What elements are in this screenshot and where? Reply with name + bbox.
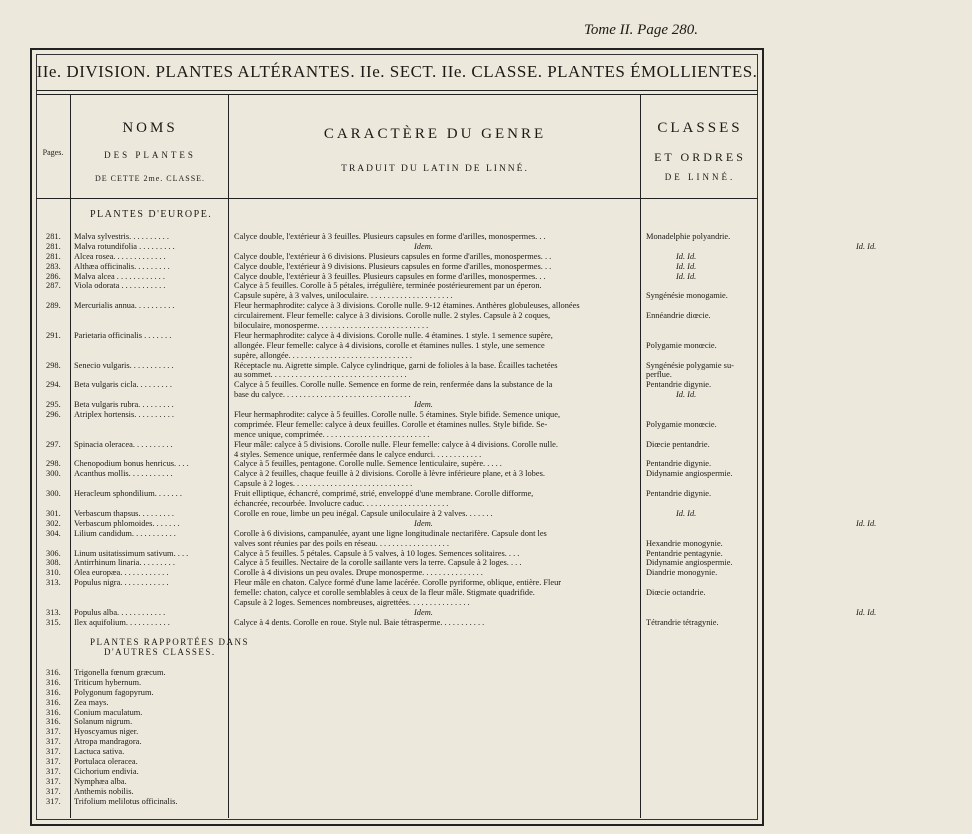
- linnean-class: perflue.: [646, 370, 672, 380]
- page-number: 298.: [46, 459, 61, 469]
- linnean-class: Id. Id.: [856, 518, 877, 528]
- page-number: 317.: [46, 747, 61, 757]
- table-row: [46, 588, 972, 598]
- linnean-class: [646, 479, 762, 489]
- genus-character: 4 styles. Semence unique, renfermée dans le calyce endurci. . . . . . . . . . . .: [234, 449, 482, 459]
- table-row: [46, 410, 972, 420]
- plant-name: Althæa officinalis. . . . . . . . .: [74, 261, 170, 271]
- table-row: [46, 311, 972, 321]
- header-classes: CLASSES: [657, 120, 743, 136]
- page-number: [46, 430, 74, 440]
- plant-name: [74, 479, 234, 489]
- section-plantes-europe: PLANTES D'EUROPE.: [90, 209, 213, 220]
- plant-name: Polygonum fagopyrum.: [74, 687, 154, 697]
- linnean-class: Pentandrie digynie.: [646, 489, 712, 499]
- plant-name: Beta vulgaris cicla. . . . . . . . .: [74, 380, 172, 390]
- plant-name: Beta vulgaris rubra. . . . . . . . .: [74, 400, 174, 410]
- other-plants-list: [46, 668, 234, 806]
- page-number: 316.: [46, 668, 61, 677]
- plant-name: Zea mays.: [74, 697, 109, 707]
- page-number: [46, 588, 74, 598]
- linnean-class: Diandrie monogynie.: [646, 568, 718, 578]
- table-row: [46, 252, 972, 262]
- linnean-class: Polygamie monœcie.: [646, 419, 717, 429]
- plant-name: Viola odorata . . . . . . . . . . .: [74, 281, 166, 291]
- linnean-class: [646, 598, 762, 608]
- header-caractere-line2: TRADUIT DU LATIN DE LINNÉ.: [341, 164, 529, 174]
- table-row: [46, 708, 234, 718]
- page-number: 298.: [46, 360, 61, 370]
- genus-character: Calyce double, l'extérieur à 9 divisions. Plusieurs capsules en forme d'arilles, monospermes. . .: [234, 261, 552, 271]
- linnean-class: Hexandrie monogynie.: [646, 538, 723, 548]
- page-number: [46, 351, 74, 361]
- genus-character: Capsule supère, à 3 valves, uniloculaire. . . . . . . . . . . . . . . . . . . . .: [234, 291, 453, 301]
- section-autres-classes-line1: PLANTES RAPPORTÉES DANS: [90, 637, 249, 647]
- genus-character: Fleur hermaphrodite: calyce à 3 divisions. Corolle nulle. 9-12 étamines. Anthères globuleuses, allonées: [234, 301, 580, 311]
- page-number: 281.: [46, 251, 61, 261]
- page-number: 317.: [46, 737, 61, 747]
- page-number: 289.: [46, 301, 61, 311]
- table-row: [46, 777, 234, 787]
- plant-name: Lilium candidum. . . . . . . . . . .: [74, 528, 176, 538]
- genus-character: Calyce à 5 feuilles. Corolle nulle. Semence en forme de rein, renfermée dans la substance de la: [234, 380, 553, 390]
- plant-name: Trigonella fœnum græcum.: [74, 668, 166, 677]
- linnean-class: Id. Id.: [676, 261, 697, 271]
- linnean-class: [646, 410, 762, 420]
- table-row: [46, 549, 972, 559]
- genus-character: Idem.: [414, 518, 433, 528]
- table-row: [46, 291, 972, 301]
- genus-character: Calyce double, l'extérieur à 6 divisions. Plusieurs capsules en forme d'arilles, monospermes. . .: [234, 251, 552, 261]
- table-row: [46, 499, 972, 509]
- plant-name: Linum usitatissimum sativum. . . .: [74, 548, 189, 558]
- genus-character: échancrée, recourbée. Involucre caduc. . . . . . . . . . . . . . . . . . . . .: [234, 499, 449, 509]
- linnean-class: [646, 499, 762, 509]
- plant-name: Olea europæa. . . . . . . . . . . .: [74, 568, 169, 578]
- header-classes-line3: DE LINNÉ.: [664, 172, 736, 182]
- page-reference: Tome II. Page 280.: [583, 22, 698, 38]
- linnean-class: Didynamie angiospermie.: [646, 469, 733, 479]
- table-row: [46, 370, 972, 380]
- plant-name: Alcea rosea. . . . . . . . . . . . .: [74, 251, 166, 261]
- page-number: 316.: [46, 677, 61, 687]
- linnean-class: [646, 351, 762, 361]
- table-row: [46, 797, 234, 807]
- page-number: 316.: [46, 717, 61, 727]
- table-row: [46, 390, 972, 400]
- page-number: [46, 311, 74, 321]
- genus-character: valves sont réunies par des poils en réseau. . . . . . . . . . . . . . . . . .: [234, 538, 449, 548]
- table-row: [46, 757, 234, 767]
- page-number: 317.: [46, 727, 61, 737]
- linnean-class: [826, 400, 942, 410]
- plant-name: Parietaria officinalis . . . . . . .: [74, 330, 172, 340]
- genus-character: Calyce double, l'extérieur à 3 feuilles. Plusieurs capsules en forme d'arilles, monospermes. . .: [234, 232, 546, 241]
- title-rule: [36, 90, 758, 91]
- table-row: [46, 688, 234, 698]
- page-number: 315.: [46, 617, 61, 627]
- plant-name: [74, 420, 234, 430]
- genus-character: Fruit elliptique, échancré, comprimé, strié, enveloppé d'une membrane. Corolle difforme,: [234, 489, 534, 499]
- page-number: 283.: [46, 261, 61, 271]
- table-row: [46, 678, 234, 688]
- table-row: [46, 539, 972, 549]
- page-number: 281.: [46, 241, 61, 251]
- table-row: [46, 430, 972, 440]
- plant-name: Populus nigra. . . . . . . . . . . .: [74, 578, 169, 588]
- table-row: [46, 519, 972, 529]
- table-row: [46, 281, 972, 291]
- plant-name: Portulaca oleracea.: [74, 757, 138, 767]
- header-rule: [36, 198, 758, 199]
- table-row: [46, 727, 234, 737]
- table-row: [46, 737, 234, 747]
- genus-character: Capsule à 2 loges. . . . . . . . . . . . . . . . . . . . . . . . . . . . .: [234, 479, 413, 489]
- table-row: [46, 440, 972, 450]
- page-number: 316.: [46, 697, 61, 707]
- genus-character: femelle: chaton, calyce et corolle semblables à ceux de la fleur mâle. Stigmate quadrifide.: [234, 588, 535, 598]
- plant-name: Conium maculatum.: [74, 707, 143, 717]
- table-row: [46, 618, 972, 628]
- table-row: [46, 668, 234, 678]
- page-number: [46, 341, 74, 351]
- section-autres-classes: [90, 638, 249, 658]
- linnean-class: Syngénésie monogamie.: [646, 291, 728, 301]
- genus-character: Calyce double, l'extérieur à 3 feuilles. Plusieurs capsules en forme d'arilles, monospermes. . .: [234, 271, 546, 281]
- plant-name: Mercurialis annua. . . . . . . . . .: [74, 301, 175, 311]
- page-number: 301.: [46, 508, 61, 518]
- page-number: 317.: [46, 786, 61, 796]
- plant-name: [74, 370, 234, 380]
- plant-name: [74, 311, 234, 321]
- page-number: [46, 321, 74, 331]
- table-row: [46, 529, 972, 539]
- page-number: 308.: [46, 558, 61, 568]
- table-row: [46, 608, 972, 618]
- linnean-class: Didynamie angiospermie.: [646, 558, 733, 568]
- page-number: [46, 291, 74, 301]
- genus-character: Corolle à 4 divisions un peu ovales. Drupe monosperme. . . . . . . . . . . . . . .: [234, 568, 483, 578]
- linnean-class: [646, 450, 762, 460]
- plant-name: [74, 499, 234, 509]
- genus-character: supère, allongée. . . . . . . . . . . . . . . . . . . . . . . . . . . . . .: [234, 350, 412, 360]
- plant-name: Verbascum thapsus. . . . . . . . .: [74, 508, 175, 518]
- plant-name: [74, 390, 234, 400]
- table-row: [46, 420, 972, 430]
- page-number: 317.: [46, 776, 61, 786]
- table-row: [46, 380, 972, 390]
- table-row: [46, 450, 972, 460]
- linnean-class: Id. Id.: [676, 271, 697, 281]
- table-row: [46, 400, 972, 410]
- linnean-class: [646, 301, 762, 311]
- plant-name: [74, 351, 234, 361]
- page-number: 317.: [46, 796, 61, 806]
- plant-name: [74, 341, 234, 351]
- plant-name: Malva rotundifolia . . . . . . . . .: [74, 241, 175, 251]
- plant-name: Atriplex hortensis. . . . . . . . . .: [74, 410, 175, 420]
- page-number: 296.: [46, 410, 61, 420]
- table-row: [46, 321, 972, 331]
- table-row: [46, 717, 234, 727]
- header-pages: Pages.: [42, 148, 64, 157]
- plant-name: Atropa mandragora.: [74, 737, 142, 747]
- header-classes-line2: ET ORDRES: [654, 150, 746, 164]
- plant-name: Nymphæa alba.: [74, 776, 127, 786]
- section-autres-classes-line2: D'AUTRES CLASSES.: [104, 646, 216, 657]
- table-row: [46, 331, 972, 341]
- title-rule-double: [36, 94, 758, 95]
- genus-character: allongée. Fleur femelle: calyce à 4 divisions, corolle et étamines nulles. 1 style, une semence: [234, 340, 545, 350]
- page-number: 313.: [46, 607, 61, 617]
- table-row: [46, 361, 972, 371]
- plant-name: [74, 430, 234, 440]
- genus-character: Idem.: [414, 241, 433, 251]
- plant-name: Chenopodium bonus henricus. . . .: [74, 459, 189, 469]
- plant-name: Cichorium endivia.: [74, 766, 139, 776]
- genus-character: Calyce à 5 feuilles. 5 pétales. Capsule à 5 valves, à 10 loges. Semences solitaires. . . .: [234, 548, 520, 558]
- plant-name: Hyoscyamus niger.: [74, 727, 139, 737]
- page-number: 310.: [46, 568, 61, 578]
- linnean-class: Tétrandrie tétragynie.: [646, 617, 719, 627]
- linnean-class: Id. Id.: [856, 241, 877, 251]
- table-row: [46, 767, 234, 777]
- table-row: [46, 489, 972, 499]
- table-row: [46, 509, 972, 519]
- table-row: [46, 598, 972, 608]
- page-number: 317.: [46, 766, 61, 776]
- linnean-class: Pentandrie pentagynie.: [646, 548, 723, 558]
- linnean-class: [646, 331, 762, 341]
- page-number: [46, 450, 74, 460]
- page-number: [46, 479, 74, 489]
- plant-name: Spinacia oleracea. . . . . . . . . .: [74, 439, 173, 449]
- plant-name: Solanum nigrum.: [74, 717, 133, 727]
- page-number: 294.: [46, 380, 61, 390]
- page-number: 300.: [46, 469, 61, 479]
- plant-name: Anthemis nobilis.: [74, 786, 134, 796]
- header-noms-line3: DE CETTE 2me. CLASSE.: [94, 174, 206, 183]
- page-number: 286.: [46, 271, 61, 281]
- table-row: [46, 351, 972, 361]
- table-row: [46, 578, 972, 588]
- page-number: 306.: [46, 548, 61, 558]
- plant-name: Ilex aquifolium. . . . . . . . . . .: [74, 617, 170, 627]
- genus-character: Fleur mâle: calyce à 5 divisions. Corolle nulle. Fleur femelle: calyce à 4 divisions. Corolle nulle.: [234, 439, 558, 449]
- genus-character: Calyce à 5 feuilles, pentagone. Corolle nulle. Semence lenticulaire, supère. . . . .: [234, 459, 502, 469]
- genus-character: circulairement. Fleur femelle: calyce à 3 divisions. Corolle nulle. 2 styles. Capsule à 2 coques,: [234, 311, 551, 321]
- plant-name: [74, 450, 234, 460]
- page-number: 297.: [46, 439, 61, 449]
- plant-name: Verbascum phlomoides. . . . . . .: [74, 518, 180, 528]
- genus-character: Calyce à 2 feuilles, chaque feuille à 2 divisions. Corolle à lèvre inférieure plane, et à 3 lobes.: [234, 469, 545, 479]
- genus-character: mence unique, comprimée. . . . . . . . . . . . . . . . . . . . . . . . . .: [234, 429, 430, 439]
- table-row: [46, 301, 972, 311]
- table-row: [46, 479, 972, 489]
- linnean-class: Id. Id.: [676, 508, 697, 518]
- genus-character: Idem.: [414, 607, 433, 617]
- header-noms-line2: DES PLANTES: [104, 150, 196, 160]
- page-number: 304.: [46, 528, 61, 538]
- linnean-class: Diœcie octandrie.: [646, 588, 706, 598]
- genus-character: Fleur hermaphrodite: calyce à 4 divisions. Corolle nulle. 4 étamines. 1 style. 1 semence supère,: [234, 330, 553, 340]
- page-number: [46, 539, 74, 549]
- table-row: [46, 262, 972, 272]
- plant-name: Malva sylvestris. . . . . . . . . .: [74, 232, 169, 241]
- linnean-class: Pentandrie digynie.: [646, 380, 712, 390]
- linnean-class: Id. Id.: [676, 390, 697, 400]
- table-row: [46, 242, 972, 252]
- genus-character: Corolle en roue, limbe un peu inégal. Capsule uniloculaire à 2 valves. . . . . . .: [234, 508, 493, 518]
- plant-name: [74, 588, 234, 598]
- page-number: 295.: [46, 400, 61, 410]
- table-row: [46, 341, 972, 351]
- page-number: 281.: [46, 232, 61, 241]
- linnean-class: [646, 430, 762, 440]
- plant-name: Antirrhinum linaria. . . . . . . . .: [74, 558, 175, 568]
- genus-character: base du calyce. . . . . . . . . . . . . . . . . . . . . . . . . . . . . . .: [234, 390, 411, 400]
- plant-name: Malva alcea . . . . . . . . . . . .: [74, 271, 165, 281]
- page-number: [46, 499, 74, 509]
- page-number: 291.: [46, 330, 61, 340]
- linnean-class: Ennéandrie diœcie.: [646, 311, 711, 321]
- genus-character: au sommet. . . . . . . . . . . . . . . . . . . . . . . . . . . . . . . . .: [234, 370, 407, 380]
- page-number: 317.: [46, 757, 61, 767]
- table-row: [46, 469, 972, 479]
- table-row: [46, 459, 972, 469]
- page-number: 316.: [46, 707, 61, 717]
- header-noms: NOMS: [122, 120, 178, 136]
- table-row: [46, 272, 972, 282]
- genus-character: comprimée. Fleur femelle: calyce à deux feuilles. Corolle et étamines nulles. Style bifide. Se-: [234, 419, 548, 429]
- plant-name: Acanthus mollis. . . . . . . . . . .: [74, 469, 173, 479]
- genus-character: Calyce à 4 dents. Corolle en roue. Style nul. Baie tétrasperme. . . . . . . . . . .: [234, 617, 485, 627]
- plant-name: [74, 598, 234, 608]
- table-row: [46, 568, 972, 578]
- page-number: 300.: [46, 489, 61, 499]
- plant-name: Populus alba. . . . . . . . . . . .: [74, 607, 166, 617]
- plant-name: Trifolium melilotus officinalis.: [74, 796, 178, 806]
- plant-name: Lactuca sativa.: [74, 747, 125, 757]
- page-number: [46, 598, 74, 608]
- genus-character: Fleur hermaphrodite: calyce à 5 feuilles. Corolle nulle. 5 étamines. Style bifide. Semence unique,: [234, 410, 561, 420]
- page-number: 313.: [46, 578, 61, 588]
- linnean-class: [646, 281, 762, 291]
- plant-table: [46, 232, 972, 628]
- genus-character: Fleur mâle en chaton. Calyce formé d'une lame lacérée. Corolle pyriforme, oblique, entière. Fleur: [234, 578, 562, 588]
- linnean-class: [646, 321, 762, 331]
- table-row: [46, 232, 972, 242]
- linnean-class: [646, 578, 762, 588]
- genus-character: Corolle à 6 divisions, campanulée, ayant une ligne longitudinale nectarifère. Capsule dont les: [234, 528, 547, 538]
- page-number: [46, 370, 74, 380]
- page-title: IIe. DIVISION. PLANTES ALTÉRANTES. IIe. SECT. IIe. CLASSE. PLANTES ÉMOLLIENTES.: [36, 62, 758, 81]
- page-number: [46, 420, 74, 430]
- page-number: [46, 390, 74, 400]
- plant-name: [74, 291, 234, 301]
- linnean-class: Polygamie monœcie.: [646, 340, 717, 350]
- linnean-class: Pentandrie digynie.: [646, 459, 712, 469]
- genus-character: Calyce à 5 feuilles. Corolle à 5 pétales, irrégulière, terminée postérieurement par un éperon.: [234, 281, 542, 291]
- plant-name: Triticum hybernum.: [74, 677, 142, 687]
- table-row: [46, 787, 234, 797]
- plant-name: [74, 321, 234, 331]
- plant-name: Senecio vulgaris. . . . . . . . . . .: [74, 360, 174, 370]
- genus-character: Calyce à 5 feuilles. Nectaire de la corolle saillante vers la terre. Capsule à 2 loges. . . .: [234, 558, 522, 568]
- table-row: [46, 698, 234, 708]
- header-caractere: CARACTÈRE DU GENRE: [323, 126, 547, 142]
- linnean-class: Id. Id.: [676, 251, 697, 261]
- linnean-class: Diœcie pentandrie.: [646, 439, 710, 449]
- linnean-class: Syngénésie polygamie su-: [646, 360, 734, 370]
- page-number: 316.: [46, 687, 61, 697]
- plant-name: [74, 539, 234, 549]
- genus-character: Capsule à 2 loges. Semences nombreuses, aigrettées. . . . . . . . . . . . . . .: [234, 597, 470, 607]
- table-row: [46, 747, 234, 757]
- genus-character: Réceptacle nu. Aigrette simple. Calyce cylindrique, garni de folioles à la base. Écailles tachetées: [234, 360, 558, 370]
- linnean-class: Monadelphie polyandrie.: [646, 232, 731, 241]
- genus-character: Idem.: [414, 400, 433, 410]
- table-row: [46, 558, 972, 568]
- linnean-class: Id. Id.: [856, 607, 877, 617]
- page-number: 302.: [46, 518, 61, 528]
- plant-name: Heracleum sphondilium. . . . . . .: [74, 489, 182, 499]
- linnean-class: [646, 529, 762, 539]
- page-number: 287.: [46, 281, 61, 291]
- genus-character: biloculaire, monosperme. . . . . . . . . . . . . . . . . . . . . . . . . . .: [234, 321, 429, 331]
